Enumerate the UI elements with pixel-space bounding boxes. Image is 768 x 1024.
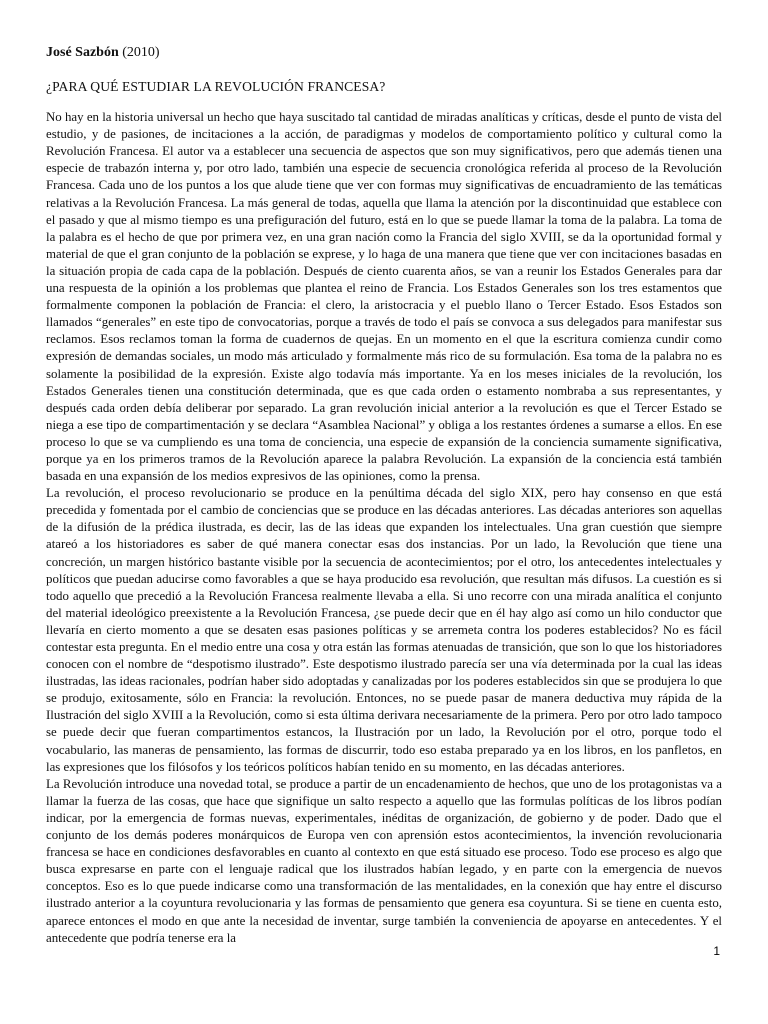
paragraph-3: La Revolución introduce una novedad total, se produce a partir de un encadenamiento de hechos, que uno de los protagonistas va a llamar la fuerza de las cosas, que hace que signifique un salto respecto a aquello que las formulas políticas de los libros podían indicar, por la emergencia de formas nuevas, experimentales, inéditas de organización, de gobierno y de poder. Dado que el conjunto de los demás poderes monárquicos de Europa ven con aprensión estos acontecimientos, la invención revolucionaria francesa se hace en condiciones desfavorables en cuanto al contexto en que está situado ese proceso. Todo ese proceso es algo que busca expresarse en parte con el lenguaje radical que los ilustrados habían legado, y en parte con la emergencia de nuevos conceptos. Eso es lo que puede indicarse como una transformación de las mentalidades, en la conexión que hay entre el discurso ilustrado anterior a la coyuntura revolucionaria y las formas de pensamiento que genera esa coyuntura. Si se tiene en cuenta esto, aparece entonces el modo en que ante la necesidad de inventar, surge también la conveniencia de apoyarse en antecedentes. Y el antecedente que podría tenerse era la	[46, 776, 722, 945]
paragraph-2: La revolución, el proceso revolucionario se produce en la penúltima década del siglo XIX, pero hay consenso en que está precedida y fomentada por el cambio de conciencias que se produce en las décadas anteriores. Las décadas anteriores son aquellas de la difusión de la prédica ilustrada, es decir, las de las ideas que expanden los intelectuales. Una gran cuestión que siempre atareó a los historiadores es saber de qué manera conectar esas dos instancias. Por un lado, la Revolución que tiene una concreción, un margen histórico bastante visible por la secuencia de acontecimientos; por el otro, los antecedentes intelectuales y políticos que puedan aducirse como favorables a que se haya producido esa revolución, que resultan más difusos. La cuestión es si todo aquello que precedió a la Revolución Francesa realmente llevaba a ella. Si uno recorre con una mirada analítica el conjunto del material ideológico preexistente a la Revolución Francesa, ¿se puede decir que en él hay algo así como un hilo conductor que llevaría en cierto momento a que se desaten esas pasiones políticas y se arremeta contra los poderes establecidos? No es fácil contestar esta pregunta. En el medio entre una cosa y otra están las formas atenuadas de transición, que son lo que los historiadores conocen con el nombre de “despotismo ilustrado”. Este despotismo ilustrado parecía ser una vía determinada por la cual las ideas ilustradas, las ideas racionales, podrían haber sido adoptadas y canalizadas por los poderes establecidos sin que se produjera lo que se produjo, exitosamente, sólo en Francia: la revolución. Entonces, no se puede pasar de manera deductiva muy rápida de la Ilustración del siglo XVIII a la Revolución, como si esta última derivara necesariamente de la primera. Pero por otro lado tampoco se puede decir que fueran compartimentos estancos, la Ilustración por un lado, la Revolución por el otro, porque todo el vocabulario, las maneras de pensamiento, las formas de discurrir, todo eso estaba preparado ya en los libros, en los panfletos, en las expresiones que los filósofos y los teóricos políticos habían tenido en su momento, en las décadas anteriores.	[46, 486, 722, 774]
document-title: ¿PARA QUÉ ESTUDIAR LA REVOLUCIÓN FRANCESA?	[46, 79, 386, 94]
author-name: José Sazbón	[46, 45, 119, 60]
page-number: 1	[713, 944, 720, 958]
paragraph-1: No hay en la historia universal un hecho que haya suscitado tal cantidad de miradas analíticas y críticas, desde el punto de vista del estudio, y de pasiones, de incitaciones a la acción, de paradigmas y modelos de comportamiento político y cultural como la Revolución Francesa. El autor va a establecer una secuencia de aspectos que son muy significativos, pero que además tienen una especie de trabazón interna y, por otro lado, también una especie de secuencia cronológica referida al proceso de la Revolución Francesa. Cada uno de los puntos a los que alude tiene que ver con formas muy significativas de encuadramiento de las temáticas relativas a la Revolución Francesa. La más general de todas, aquella que llama la atención por la discontinuidad que establece con el pasado y que al mismo tiempo es una prefiguración del futuro, está en lo que se puede llamar la toma de la palabra. La toma de la palabra es el hecho de que por primera vez, en una gran nación como la Francia del siglo XVIII, se da la oportunidad formal y material de que el gran conjunto de la población se exprese, y lo haga de una manera que tiene que ver con incitaciones basadas en la situación propia de cada capa de la población. Después de ciento cuarenta años, se van a reunir los Estados Generales para dar una respuesta de la opinión a los problemas que plantea el reino de Francia. Los Estados Generales son los tres estamentos que formalmente componen la población de Francia: el clero, la aristocracia y el pueblo llano o Tercer Estado. Esos Estados son llamados “generales” en este tipo de convocatorias, porque a través de todo el país se convoca a sus delegados para manifestar sus reclamos. Esos reclamos toman la forma de cuadernos de quejas. En un momento en el que la escritura comienza cundir como expresión de demandas sociales, un modo más articulado y formalmente más rico de su formulación. Esa toma de la palabra no es solamente la posibilidad de la expresión. Existe algo todavía más importante. Ya en los meses iniciales de la revolución, los Estados Generales tienen una constitución determinada, que es que cada orden o estamento nombraba a sus representantes, y después cada orden debía deliberar por separado. La gran revolución inicial anterior a la revolución es que el Tercer Estado se niega a ese tipo de compartimentación y se declara “Asamblea Nacional” y obliga a los restantes órdenes a sumarse a ellos. En ese proceso lo que se va cumpliendo es una toma de conciencia, una especie de expansión de la conciencia sumamente significativa, porque ya en los primeros tramos de la Revolución aparece la palabra Revolución. La expansión de la conciencia está también basada en una expansión de los medios expresivos de las opiniones, como la prensa.	[46, 110, 722, 484]
publication-year: (2010)	[122, 45, 160, 60]
author-line	[46, 44, 722, 62]
